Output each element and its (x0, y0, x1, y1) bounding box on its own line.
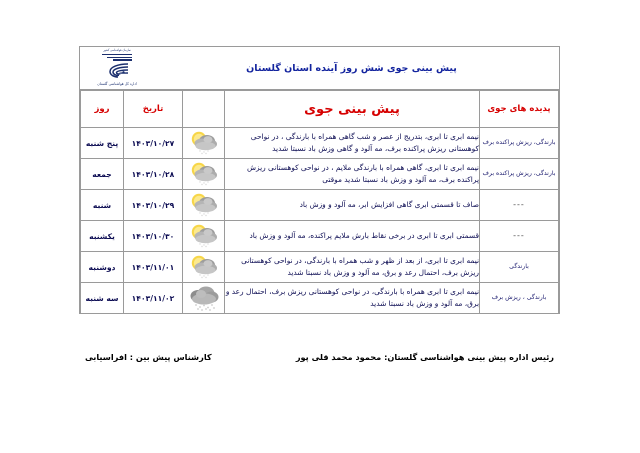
page-title: پیش بینی جوی شش روز آینده استان گلستان (246, 62, 457, 74)
cell-forecast: نیمه ابری تا ابری، از بعد از ظهر و شب همراه با بارندگی، در نواحی کوهستانی ریزش برف، احتمال رعد و برق، مه آلود و وزش باد نسبتا شدید (225, 252, 480, 283)
cell-day: دوشنبه (81, 252, 124, 283)
footer-manager: رئیس اداره پیش بینی هواشناسی گلستان: محمود محمد قلی پور (295, 352, 554, 362)
sun-behind-cloud-icon (183, 252, 225, 283)
logo-bars-icon (102, 54, 132, 61)
table-row (81, 159, 559, 190)
column-header-forecast-label: پیش بینی جوی (304, 101, 400, 117)
cell-date: ۱۴۰۳/۱۰/۲۹ (124, 190, 183, 221)
table-row (81, 283, 559, 314)
document-title-container (154, 47, 559, 89)
table-row (81, 190, 559, 221)
cell-day: جمعه (81, 159, 124, 190)
logo-org-name-top: سازمان هواشناسی کشور (103, 48, 131, 53)
forecast-table-head (81, 91, 559, 128)
cell-date: ۱۴۰۳/۱۰/۲۷ (124, 128, 183, 159)
document-footer (79, 352, 560, 362)
cell-phenomena: بارندگی ، ریزش برف (480, 283, 559, 314)
sun-behind-cloud-icon (183, 190, 225, 221)
table-row (81, 252, 559, 283)
cell-day: یکشنبه (81, 221, 124, 252)
cell-forecast: صاف تا قسمتی ابری گاهی افزایش ابر، مه آلود و وزش باد (225, 190, 480, 221)
cell-date: ۱۴۰۳/۱۰/۲۸ (124, 159, 183, 190)
cell-phenomena: بارندگی (480, 252, 559, 283)
column-header-date: تاریخ (124, 91, 183, 128)
column-header-phenomena: پدیده های جوی (480, 91, 559, 128)
cell-date: ۱۴۰۳/۱۱/۰۱ (124, 252, 183, 283)
cell-date: ۱۴۰۳/۱۰/۳۰ (124, 221, 183, 252)
logo-swirl-icon (104, 62, 130, 81)
sun-behind-cloud-icon (183, 159, 225, 190)
cell-day: پنج شنبه (81, 128, 124, 159)
table-row (81, 128, 559, 159)
rain-cloud-icon (183, 283, 225, 314)
forecast-document (79, 46, 560, 314)
column-header-day: روز (81, 91, 124, 128)
cell-date: ۱۴۰۳/۱۱/۰۲ (124, 283, 183, 314)
cell-phenomena: --- (480, 221, 559, 252)
cell-forecast: نیمه ابری تا ابری، گاهی همراه با بارندگی ملایم ، در نواحی کوهستانی ریزش پراکنده برف، مه آلود و وزش باد نسبتا شدید موقتی (225, 159, 480, 190)
sun-behind-cloud-icon (183, 221, 225, 252)
cell-phenomena: بارندگی، ریزش پراکنده برف (480, 159, 559, 190)
cell-phenomena: بارندگی، ریزش پراکنده برف (480, 128, 559, 159)
cell-day: شنبه (81, 190, 124, 221)
cell-forecast: قسمتی ابری تا ابری در برخی نقاط بارش ملایم پراکنده، مه آلود و وزش باد (225, 221, 480, 252)
cell-forecast: نیمه ابری تا ابری همراه با بارندگی، در نواحی کوهستانی ریزش برف، احتمال رعد و برق، مه آلود و وزش باد نسبتا شدید (225, 283, 480, 314)
table-row (81, 221, 559, 252)
logo-org-name-bottom: اداره کل هواشناسی گلستان (97, 81, 137, 87)
footer-forecaster: کارشناس پیش بین : افراسیابی (85, 352, 212, 362)
cell-forecast: نیمه ابری تا ابری، بتدریج از عصر و شب گاهی همراه با بارندگی ، در نواحی کوهستانی ریزش پراکنده برف، مه آلود و گاهی وزش باد نسبتا شدید (225, 128, 480, 159)
forecast-table (80, 90, 559, 314)
forecast-table-body (81, 128, 559, 314)
cell-phenomena: --- (480, 190, 559, 221)
cell-day: سه شنبه (81, 283, 124, 314)
document-masthead (80, 47, 559, 90)
table-header-row (81, 91, 559, 128)
column-header-forecast (225, 91, 480, 128)
column-header-icon (183, 91, 225, 128)
sun-behind-cloud-icon (183, 128, 225, 159)
organization-logo (80, 47, 154, 89)
